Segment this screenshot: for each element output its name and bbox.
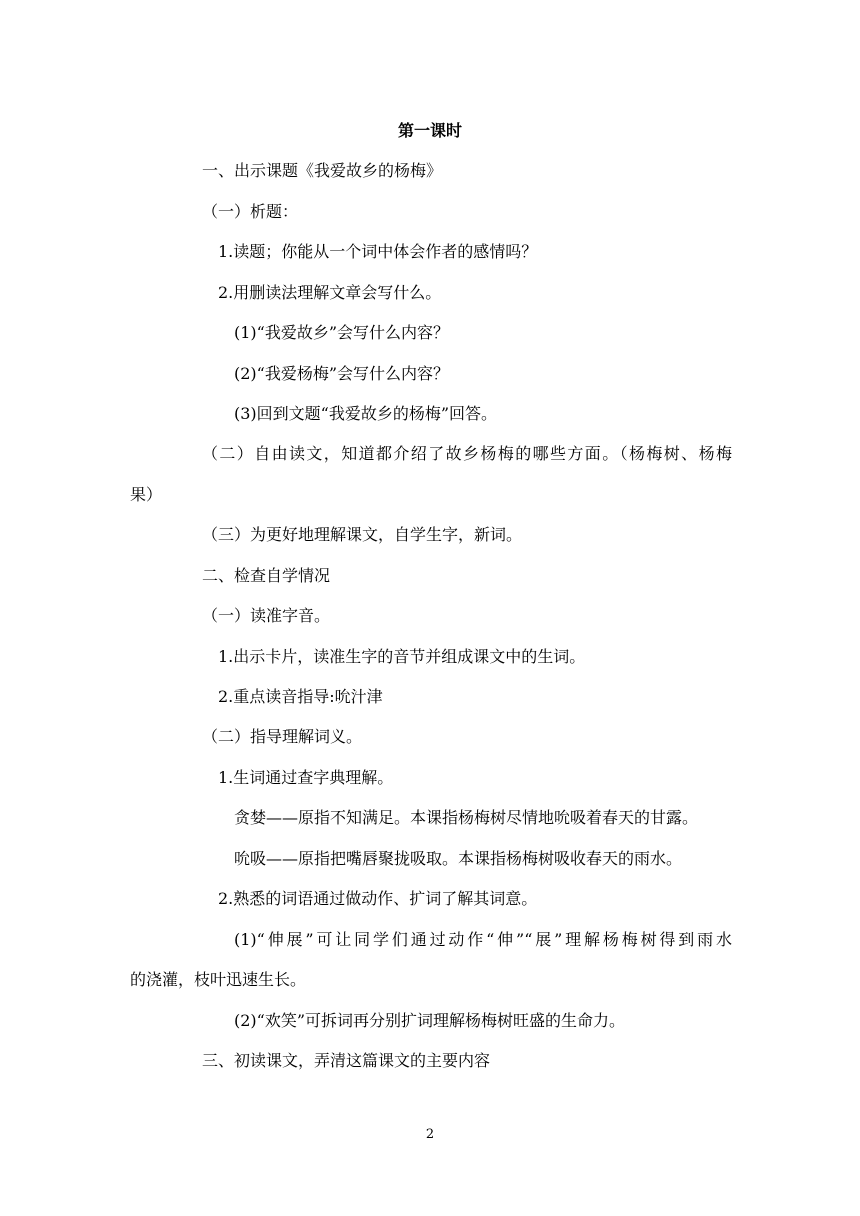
subheading-word-meaning: （二）指导理解词义。 [202,727,363,746]
list-item: 1.读题；你能从一个词中体会作者的感情吗？ [218,242,538,261]
sub-list-item: (1)“我爱故乡”会写什么内容？ [234,323,450,342]
sub-list-item: (2)“欢笑”可拆词再分别扩词理解杨梅树旺盛的生命力。 [234,1011,626,1030]
heading-three: 三、初读课文，弄清这篇课文的主要内容 [202,1051,491,1070]
heading-two: 二、检查自学情况 [202,566,331,585]
list-item: 1.生词通过查字典理解。 [218,768,394,787]
subheading-pronunciation: （一）读准字音。 [202,606,331,625]
subheading-free-reading-continued: 果） [130,485,163,504]
list-item: 2.重点读音指导:吮汁津 [218,687,383,706]
page-number: 2 [425,1127,435,1142]
list-item: 2.熟悉的词语通过做动作、扩词了解其词意。 [218,889,538,908]
heading-one: 一、出示课题《我爱故乡的杨梅》 [202,161,443,180]
section-title: 第一课时 [397,121,462,140]
sub-list-item: (2)“我爱杨梅”会写什么内容？ [234,364,450,383]
subheading-free-reading: （二）自由读文，知道都介绍了故乡杨梅的哪些方面。（杨梅树、杨梅 [202,444,732,463]
list-item: 1.出示卡片，读准生字的音节并组成课文中的生词。 [218,647,586,666]
list-item: 2.用删读法理解文章会写什么。 [218,283,442,302]
definition-line: 贪婪——原指不知满足。本课指杨梅树尽情地吮吸着春天的甘露。 [234,808,699,827]
subheading-self-study: （三）为更好地理解课文，自学生字，新词。 [202,525,523,544]
definition-line: 吮吸——原指把嘴唇聚拢吸取。本课指杨梅树吸收春天的雨水。 [234,849,683,868]
sub-list-item: (1)“伸展”可让同学们通过动作“伸”“展”理解杨梅树得到雨水 [234,930,732,949]
sub-list-item: (3)回到文题“我爱故乡的杨梅”回答。 [234,404,498,423]
subheading-analysis: （一）析题： [202,202,299,221]
sub-list-item-continued: 的浇灌，枝叶迅速生长。 [130,970,307,989]
